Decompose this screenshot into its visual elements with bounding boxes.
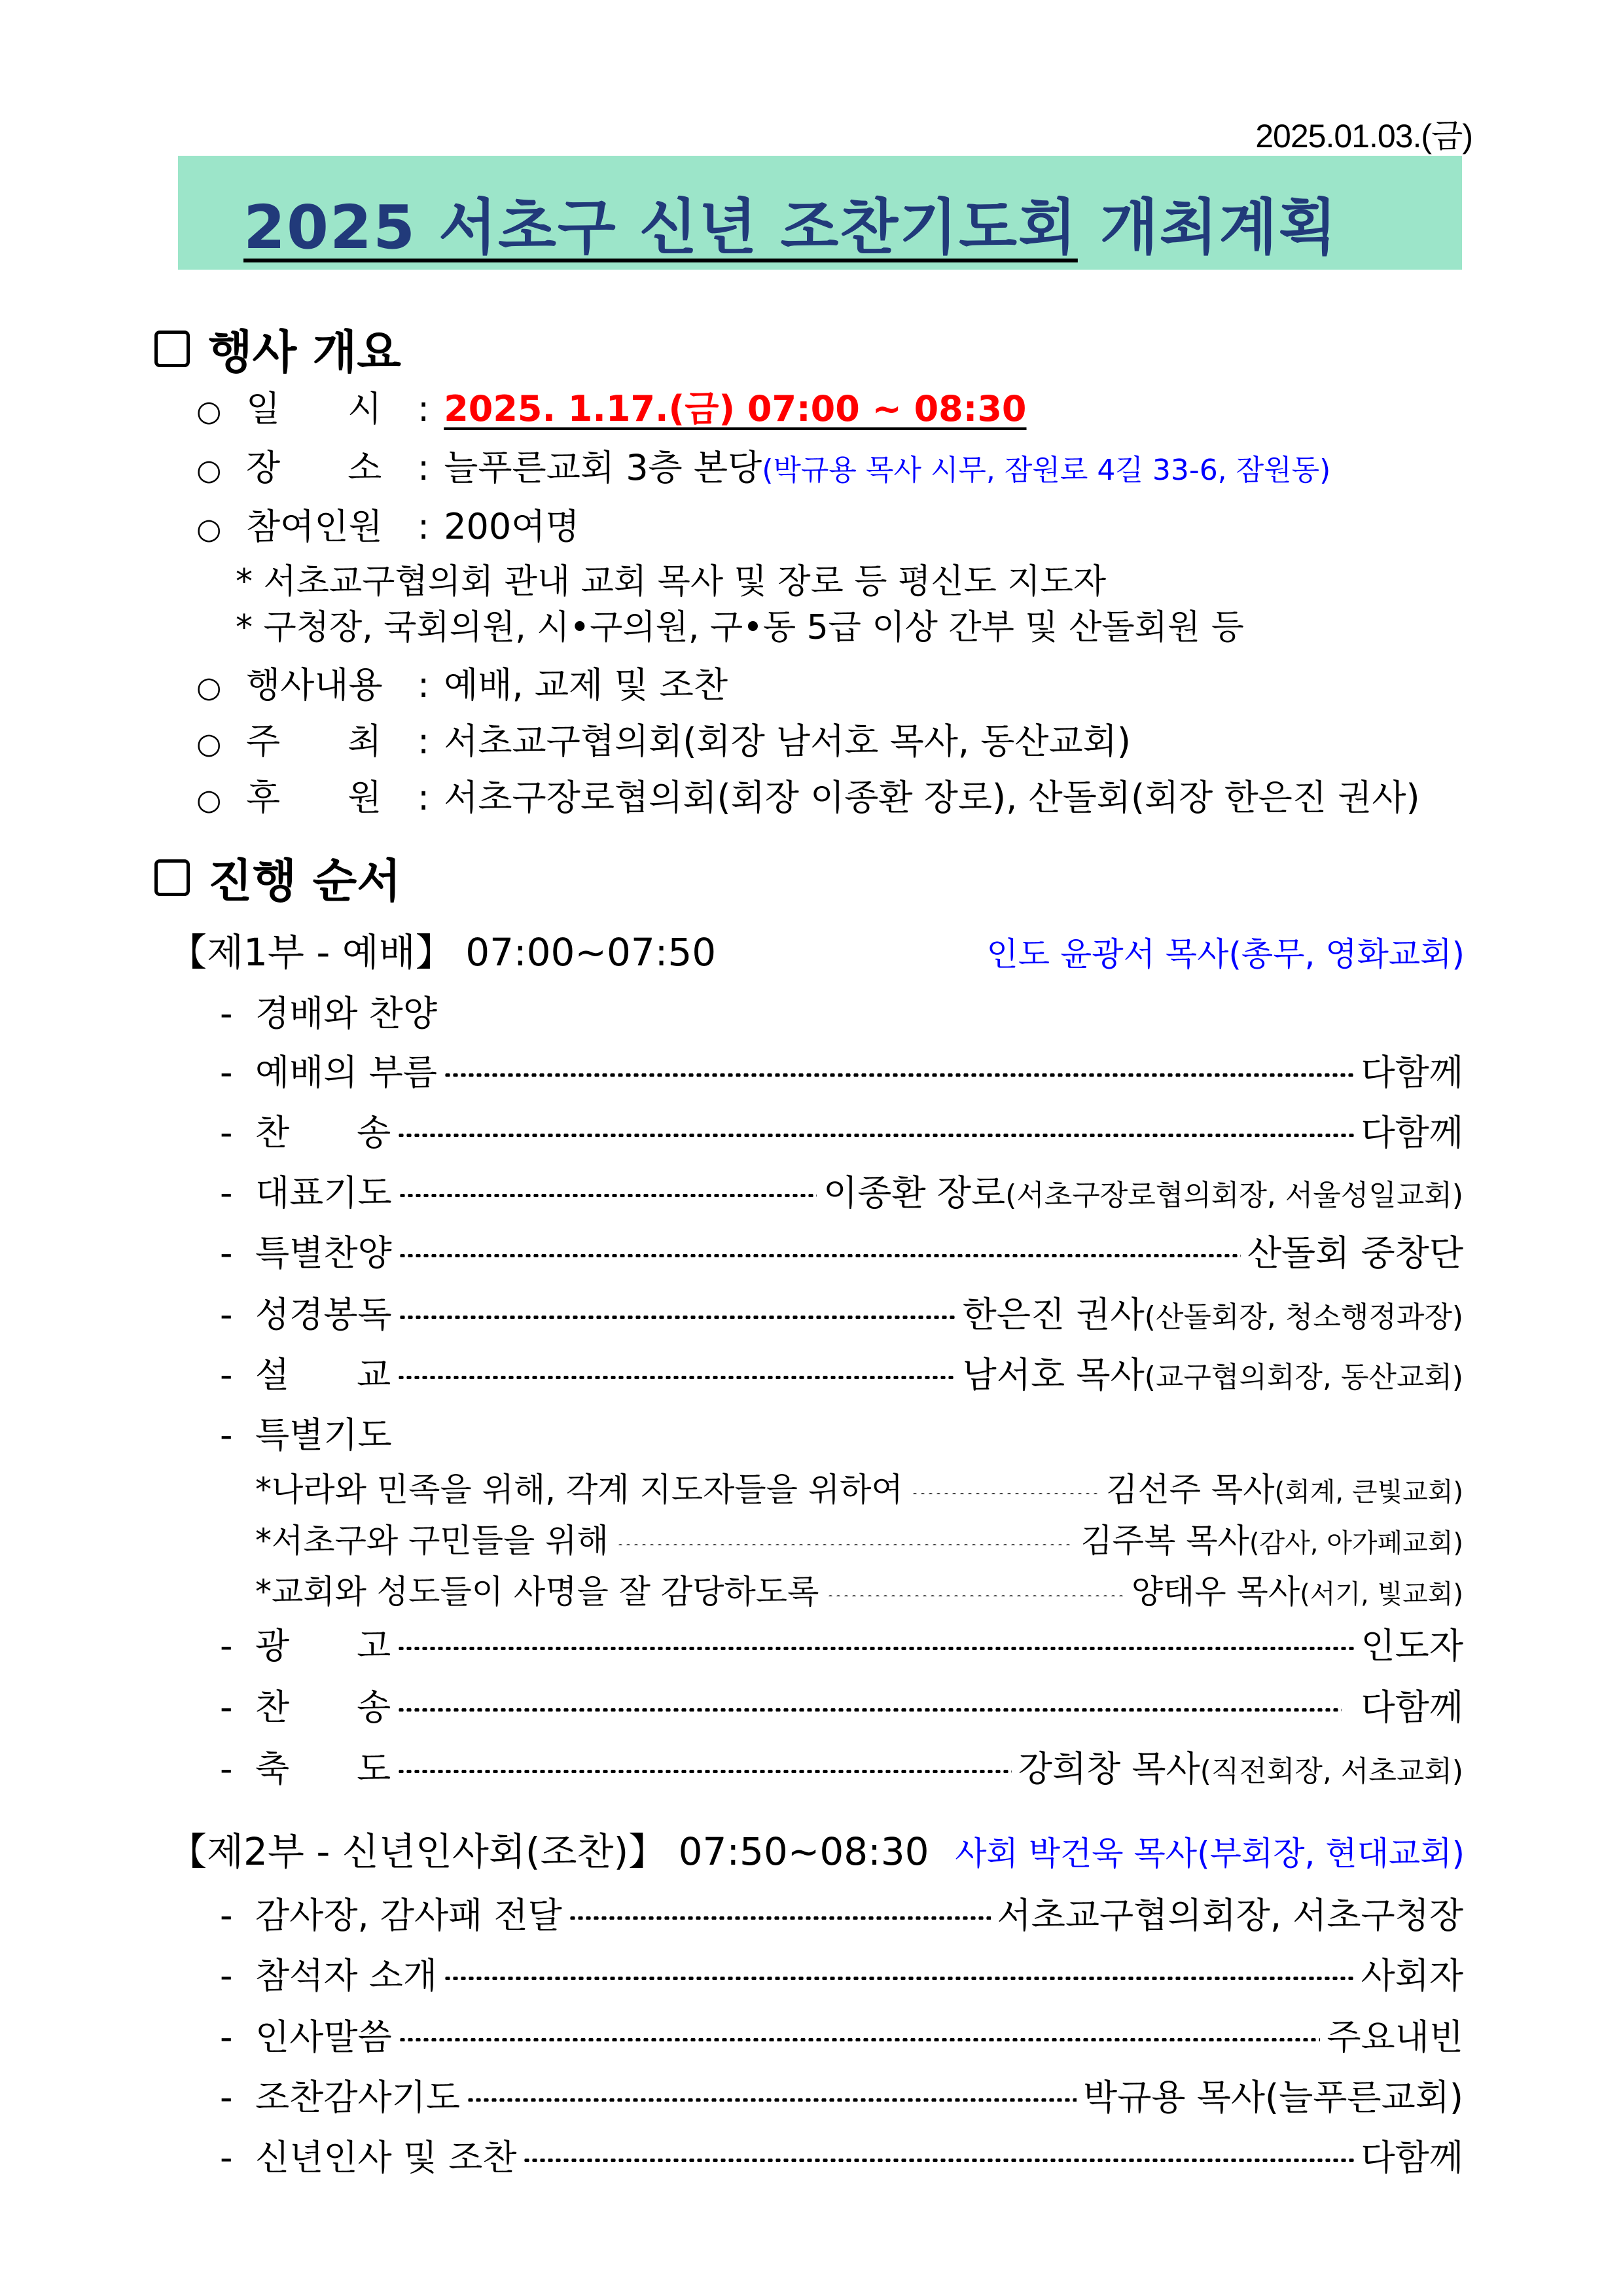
item-name: 예배의 부름 [255, 1052, 437, 1093]
dot-leader [399, 1254, 1241, 1257]
place-note: (박규용 목사 시무, 잠원로 4길 33-6, 잠원동) [762, 454, 1331, 487]
program-item [220, 1225, 1463, 1276]
dash-bullet: - [220, 1294, 233, 1335]
section-heading-program [154, 844, 401, 910]
item-label: 장 소 [246, 447, 382, 488]
item-who: 다함께 [1361, 1687, 1463, 1728]
sponsor-value: 서초구장로협의회(회장 이종환 장로), 산돌회(회장 한은진 권사) [444, 777, 1420, 818]
dash-bullet: - [220, 993, 233, 1034]
special-prayer-item [255, 1515, 1463, 1562]
colon: : [418, 721, 430, 762]
item-name: 특별기도 [255, 1414, 392, 1456]
circle-bullet-icon: ○ [196, 454, 222, 487]
dash-bullet: - [220, 1748, 233, 1789]
dot-leader [827, 1593, 1123, 1596]
checkbox-icon [154, 859, 190, 896]
item-who: 서초교구협의회장, 서초구청장 [997, 1895, 1463, 1936]
dot-leader [467, 2098, 1077, 2102]
item-name: 찬 송 [255, 1687, 391, 1728]
who-note: (서초구장로협의회장, 서울성일교회) [1005, 1179, 1463, 1212]
dash-bullet: - [220, 1052, 233, 1093]
part1-leader: 인도 윤광서 목사(총무, 영화교회) [986, 935, 1465, 973]
dot-leader [397, 1770, 1011, 1773]
document-title [243, 179, 1338, 266]
dot-leader [399, 2038, 1321, 2041]
item-who: 박규용 목사(늘푸른교회) [1083, 2077, 1463, 2118]
program-item [220, 1287, 1463, 1337]
item-who [1018, 1741, 1463, 1791]
dash-bullet: - [220, 1172, 233, 1213]
program-item [220, 986, 1463, 1036]
item-name: 참석자 소개 [255, 1955, 437, 1996]
item-name: 축 도 [255, 1748, 391, 1789]
item-who: 산돌회 중창단 [1247, 1232, 1463, 1274]
part2-title: 【제2부 - 신년인사회(조찬)】 07:50~08:30 [169, 1829, 929, 1874]
who-name: 김주복 목사 [1080, 1522, 1249, 1560]
dot-leader [397, 1134, 1354, 1137]
who-note: (교구협의회장, 동산교회) [1144, 1361, 1463, 1394]
dash-bullet: - [220, 1895, 233, 1936]
program-item [220, 1679, 1463, 1730]
dot-leader [523, 2159, 1354, 2162]
part1-header [169, 922, 1465, 977]
who-note: (감사, 아가페교회) [1249, 1528, 1463, 1558]
special-prayer-item [255, 1463, 1463, 1511]
place-value: 늘푸른교회 3층 본당 [444, 447, 762, 488]
program-item [220, 1165, 1463, 1215]
item-label: 참여인원 [246, 506, 383, 547]
item-who: 다함께 [1361, 1112, 1463, 1153]
overview-item-sponsor [196, 770, 1420, 820]
who-name: 이종환 장로 [823, 1172, 1006, 1213]
dot-leader [444, 1073, 1355, 1077]
prayer-topic: *교회와 성도들이 사명을 잘 감당하도록 [255, 1573, 819, 1611]
item-who [823, 1165, 1463, 1215]
participants-note-1: * 서초교구협의회 관내 교회 목사 및 장로 등 평신도 지도자 [236, 562, 1107, 601]
item-name: 신년인사 및 조찬 [255, 2137, 517, 2178]
dash-bullet: - [220, 1112, 233, 1153]
who-note: (산돌회장, 청소행정과장) [1144, 1300, 1463, 1334]
circle-bullet-icon: ○ [196, 783, 222, 817]
item-who [1132, 1566, 1463, 1613]
who-note: (직전회장, 서초교회) [1200, 1755, 1463, 1788]
colon: : [418, 777, 430, 818]
program-item [220, 1347, 1463, 1397]
item-name: 조찬감사기도 [255, 2077, 460, 2118]
program-item [220, 2070, 1463, 2120]
who-name: 한은진 권사 [962, 1294, 1145, 1335]
who-note: (서기, 빛교회) [1300, 1579, 1463, 1609]
document-date: 2025.01.03.(금) [1255, 118, 1472, 154]
dash-bullet: - [220, 1955, 233, 1996]
colon: : [418, 388, 430, 429]
title-rest: 개최계획 [1077, 192, 1338, 262]
participants-note-2: * 구청장, 국회의원, 시•구의원, 구•동 5급 이상 간부 및 산돌회원 등 [236, 608, 1244, 647]
who-name: 강희창 목사 [1018, 1748, 1200, 1789]
dot-leader [399, 1316, 956, 1319]
prayer-topic: *나라와 민족을 위해, 각계 지도자들을 위하여 [255, 1471, 903, 1509]
item-name: 찬 송 [255, 1112, 391, 1153]
item-who [1106, 1463, 1463, 1511]
dash-bullet: - [220, 1232, 233, 1274]
item-label: 일 시 [246, 388, 382, 429]
program-item [220, 1741, 1463, 1791]
overview-item-date [196, 381, 1027, 431]
dash-bullet: - [220, 1625, 233, 1666]
dash-bullet: - [220, 2077, 233, 2118]
program-item [220, 1618, 1463, 1668]
overview-item-participants [196, 499, 580, 549]
program-item [220, 1045, 1463, 1095]
dot-leader [397, 1647, 1354, 1650]
item-who: 사회자 [1361, 1955, 1463, 1996]
section-title: 행사 개요 [208, 325, 401, 379]
colon: : [418, 664, 430, 706]
dot-leader [569, 1916, 991, 1920]
program-item [220, 2130, 1463, 2180]
program-item [220, 1948, 1463, 1998]
overview-item-host [196, 713, 1131, 764]
who-note: (회계, 큰빛교회) [1274, 1477, 1463, 1507]
overview-item-content [196, 657, 728, 708]
dash-bullet: - [220, 1414, 233, 1456]
item-name: 대표기도 [255, 1172, 392, 1213]
circle-bullet-icon: ○ [196, 395, 222, 428]
item-who [963, 1287, 1463, 1337]
title-banner [178, 156, 1462, 270]
content-value: 예배, 교제 및 조찬 [444, 664, 728, 706]
overview-item-place [196, 440, 1330, 490]
item-name: 광 고 [255, 1625, 391, 1666]
dash-bullet: - [220, 2137, 233, 2178]
part2-header [169, 1821, 1465, 1876]
who-name: 김선주 목사 [1106, 1471, 1275, 1509]
prayer-topic: *서초구와 구민들을 위해 [255, 1522, 609, 1560]
circle-bullet-icon: ○ [196, 512, 222, 546]
section-title: 진행 순서 [208, 854, 401, 908]
item-label: 주 최 [246, 721, 382, 762]
section-heading-overview [154, 315, 401, 382]
dash-bullet: - [220, 2017, 233, 2058]
item-name: 인사말씀 [255, 2017, 392, 2058]
program-item [220, 1888, 1463, 1938]
host-value: 서초교구협의회(회장 남서호 목사, 동산교회) [444, 721, 1131, 762]
circle-bullet-icon: ○ [196, 671, 222, 704]
who-name: 남서호 목사 [962, 1354, 1145, 1395]
dot-leader [616, 1542, 1073, 1545]
title-underlined: 2025 서초구 신년 조찬기도회 [243, 192, 1078, 262]
special-prayer-item [255, 1566, 1463, 1613]
dot-leader [911, 1491, 1098, 1494]
event-datetime: 2025. 1.17.(금) 07:00 ~ 08:30 [444, 388, 1027, 429]
item-who [963, 1347, 1463, 1397]
item-who: 주요내빈 [1327, 2017, 1463, 2058]
circle-bullet-icon: ○ [196, 727, 222, 761]
dot-leader [399, 1194, 817, 1197]
checkbox-icon [154, 331, 190, 367]
item-who: 다함께 [1361, 2137, 1463, 2178]
colon: : [418, 506, 430, 547]
part1-title: 【제1부 - 예배】 07:00~07:50 [169, 930, 717, 975]
item-label: 행사내용 [246, 664, 383, 706]
colon: : [418, 447, 430, 488]
dot-leader [397, 1376, 955, 1379]
item-name: 설 교 [255, 1354, 391, 1395]
participants-value: 200여명 [444, 506, 580, 547]
item-who [1080, 1515, 1463, 1562]
item-name: 특별찬양 [255, 1232, 392, 1274]
dot-leader [444, 1977, 1355, 1980]
program-item [220, 1105, 1463, 1155]
item-name: 경배와 찬양 [255, 993, 437, 1034]
who-name: 양태우 목사 [1131, 1573, 1300, 1611]
dash-bullet: - [220, 1354, 233, 1395]
part2-leader: 사회 박건욱 목사(부회장, 현대교회) [955, 1835, 1465, 1873]
item-name: 성경봉독 [255, 1294, 392, 1335]
item-name: 감사장, 감사패 전달 [255, 1895, 562, 1936]
item-who: 인도자 [1361, 1625, 1463, 1666]
item-who: 다함께 [1361, 1052, 1463, 1093]
program-item [220, 1407, 1463, 1458]
item-label: 후 원 [246, 777, 382, 818]
dash-bullet: - [220, 1687, 233, 1728]
program-item [220, 2009, 1463, 2060]
dot-leader [397, 1708, 1341, 1712]
